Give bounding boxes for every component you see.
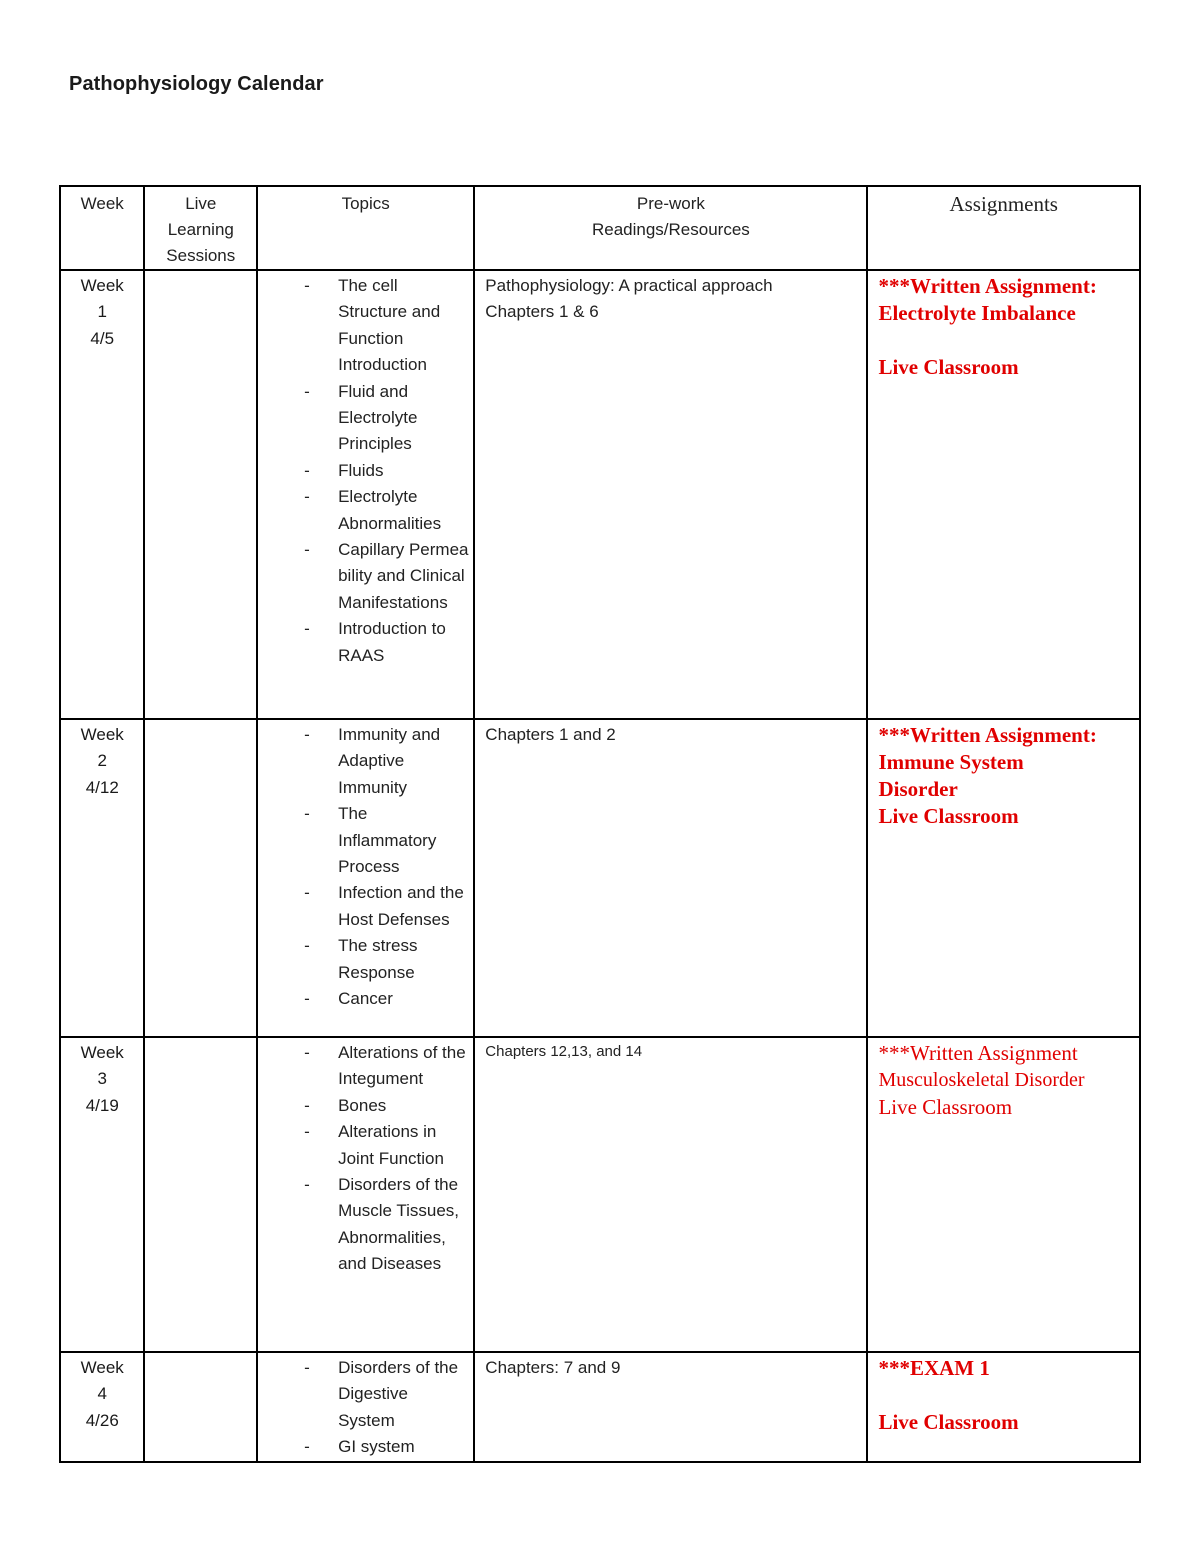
header-live-line: Live [185,194,217,213]
list-item: - Introduction to RAAS [258,616,469,669]
topics-cell [257,719,474,1037]
header-live-line: Sessions [166,246,236,265]
topics-cell [257,270,474,719]
week-cell [60,1037,144,1352]
week-cell [60,1352,144,1462]
list-item: - Bones [258,1093,469,1119]
calendar-table [59,185,1141,1463]
table-row [60,270,1140,719]
header-live-sessions [144,186,257,270]
assignment-line: Live Classroom [878,1410,1019,1434]
week-cell [60,719,144,1037]
week-date: 4/26 [85,1410,119,1430]
week-date: 4/5 [90,328,115,348]
list-item: - Fluid and Electrolyte Principles [258,379,469,458]
week-cell [60,270,144,719]
topic-list [258,720,473,1012]
prework-line: Chapters 1 and 2 [485,725,616,744]
list-item: - Alterations of the Integument [258,1040,469,1093]
live-session-cell [144,1352,257,1462]
assignment-line: Live Classroom [878,804,1019,828]
header-row [60,186,1140,270]
table-row [60,1352,1140,1462]
week-label: Week [80,725,124,744]
prework-cell [474,1037,867,1352]
header-prework-line: Readings/Resources [591,220,750,239]
page-title: Pathophysiology Calendar [69,73,324,95]
table-row [60,719,1140,1037]
list-item: - Disorders of the Muscle Tissues, Abnormalities, and Diseases [258,1172,469,1278]
header-prework [474,186,867,270]
prework-line: Chapters 12,13, and 14 [485,1043,643,1060]
header-week [60,186,144,270]
topic-list [258,1038,473,1278]
table-row [60,1037,1140,1352]
topic-list [258,271,473,669]
prework-line: Chapters 1 & 6 [485,302,599,322]
header-prework-line: Pre-work [636,194,705,213]
list-item: - Electrolyte Abnormalities [258,484,469,537]
header-live-line: Learning [167,220,234,239]
header-topics-label: Topics [341,194,390,213]
list-item: - The stress Response [258,933,469,986]
assignment-line: Live Classroom [878,355,1019,379]
header-topics [257,186,474,270]
list-item: - Fluids [258,458,469,484]
list-item: - Alterations in Joint Function [258,1119,469,1172]
assignment-line: Musculoskeletal Disorder [878,1069,1085,1091]
topics-cell [257,1037,474,1352]
assignment-line: Live Classroom [878,1095,1013,1119]
assignment-line: ***Written Assignment: [878,723,1097,747]
week-date: 4/19 [85,1095,119,1115]
prework-cell [474,1352,867,1462]
assignment-cell [867,1037,1140,1352]
week-label: Week [80,1358,124,1377]
live-session-cell [144,270,257,719]
assignment-spacer [878,327,1131,354]
prework-cell [474,719,867,1037]
assignment-line: Electrolyte Imbalance [878,301,1076,325]
list-item: - Infection and the Host Defenses [258,880,469,933]
week-number: 2 [97,751,107,771]
assignment-line: ***Written Assignment: [878,274,1097,298]
list-item: - The Inflammatory Process [258,801,469,880]
assignment-spacer [878,1382,1131,1409]
live-session-cell [144,1037,257,1352]
list-item: - Capillary Permeability and Clinical Manifestations [258,537,469,616]
week-label: Week [80,276,124,295]
list-item: - GI system [258,1434,469,1460]
list-item: - Disorders of the Digestive System [258,1355,469,1434]
topics-cell [257,1352,474,1462]
prework-line: Pathophysiology: A practical approach [485,276,773,295]
assignment-line: ***EXAM 1 [878,1356,990,1380]
prework-line: Chapters: 7 and 9 [485,1358,621,1377]
prework-cell [474,270,867,719]
assignment-cell [867,1352,1140,1462]
header-assignments [867,186,1140,270]
header-week-label: Week [80,194,124,213]
week-date: 4/12 [85,777,119,797]
week-label: Week [80,1043,124,1062]
week-number: 1 [97,302,107,322]
live-session-cell [144,719,257,1037]
list-item: - The cell Structure and Function Introduction [258,273,469,379]
list-item: - Cancer [258,986,469,1012]
list-item: - Immunity and Adaptive Immunity [258,722,469,801]
assignment-cell [867,270,1140,719]
week-number: 4 [97,1384,107,1404]
week-number: 3 [97,1069,107,1089]
assignment-line: ***Written Assignment [878,1041,1078,1065]
assignment-line: Immune System Disorder [878,750,1024,801]
header-assignments-label: Assignments [949,192,1058,216]
assignment-cell [867,719,1140,1037]
topic-list [258,1353,473,1461]
